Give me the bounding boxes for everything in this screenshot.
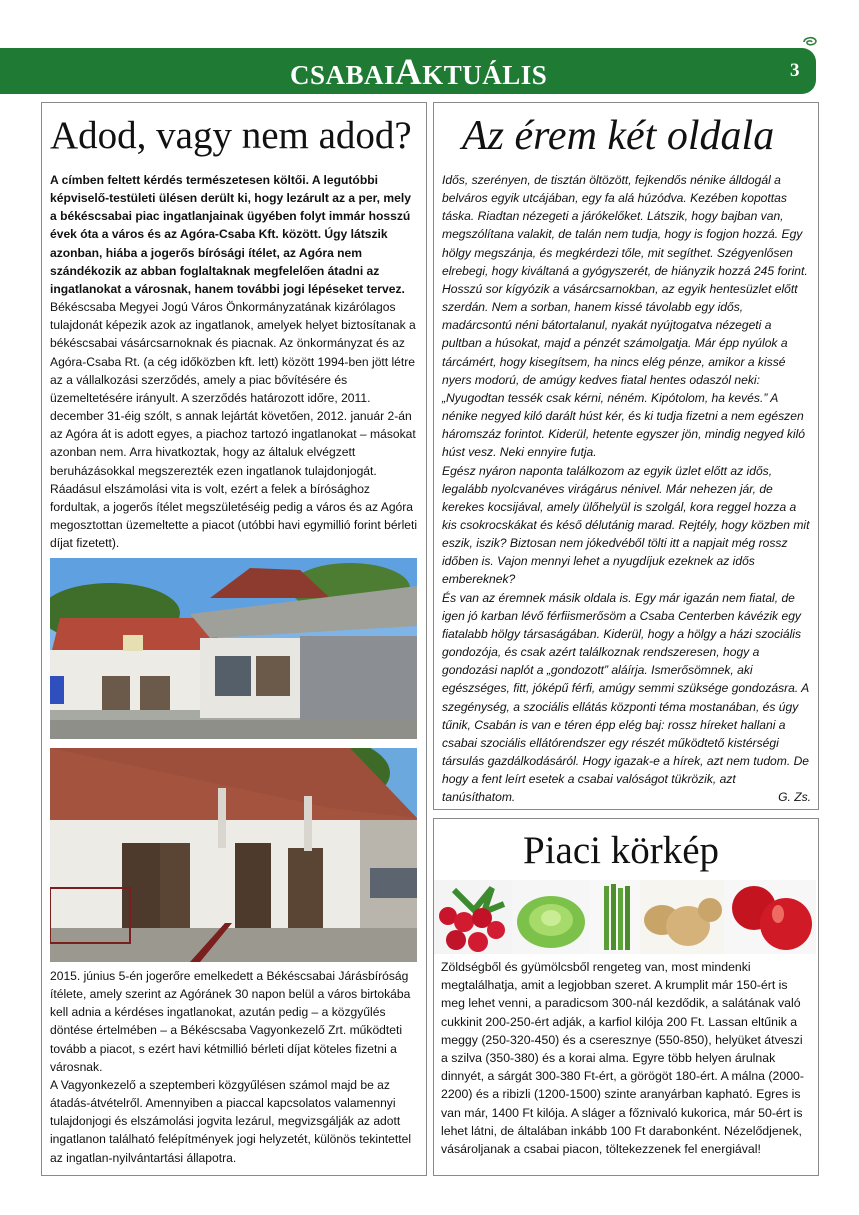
market-box-text bbox=[441, 958, 811, 1158]
right-article-headline: Az érem két oldala bbox=[462, 113, 775, 159]
swirl-ornament-icon bbox=[802, 35, 818, 47]
right-article-closing bbox=[442, 788, 813, 806]
right-article-paragraph: Egész nyáron naponta találkozom az egyik üzlet előtt az idős, legalább nyolcvanéves virágárus nénivel. Már nehezen jár, de kerekes kocsijával, amely ülőhelyül is szolgál, kora reggel hozza a kis csokrocskákat és késő délutánig marad. Rejtély, hogy közben mit eszik, iszik? Biztosan nem jókedvéből tölti itt a napjait még rossz időben is. Vajon mennyi lehet a nyugdíjuk ezeknek az idős embereknek? bbox=[442, 463, 810, 587]
potatoes-image bbox=[640, 880, 724, 954]
market-pavilion-photo bbox=[50, 558, 417, 739]
right-article-paragraph: Idős, szerényen, de tisztán öltözött, fejkendős nénike álldogál a belváros egyik utcájában, egy fa alá húzódva. Kezében kopottas táska. Riadtan nézegeti a járókelőket. Látszik, hogy bajban van, megszólítana valakit, de talán nem tudja, hogy is fogjon hozzá. Egy hölgy megszánja, és megkérdezi tőle, mit segíthet. Szégyenlősen elrebegi, hogy kiváltaná a gyógyszerét, de hiányzik hozzá 245 forint. bbox=[442, 173, 808, 278]
right-article-last-line: tanúsíthatom. bbox=[442, 790, 516, 805]
right-article-paragraph: És van az éremnek másik oldala is. Egy már igazán nem fiatal, de igen jó karban lévő férfiismerősöm a Csaba Centerben kávézik egy fiatalabb hölgy társaságában. Kiderül, hogy a hölgy a házi szociális gondozója, és csak azért találkoznak rendszeresen, hogy a gondozási naplót a „gondozott” aláírja. Ismerősömnek, aki egészséges, fitt, jóképű férfi, amúgy semmi szüksége gondozásra. A szegénység, a szociális ellátás központi téma mostanában, és úgy tűnik, Csabán is van e téren épp elég baj: rossz híreket hallani a csabai szociális ellátórendszer egy részét működtető kistérségi társulás gazdálkodásáról. Hogy igazak-e a hírek, azt nem tudom. De hogy a fent leírt esetek a csabai valóságot tükrözik, azt bbox=[442, 590, 810, 787]
left-article-text-top bbox=[50, 171, 419, 552]
right-article-paragraph: Hosszú sor kígyózik a vásárcsarnokban, az egyik hentesüzlet előtt szerdán. Nem a sorban, hanem kissé távolabb egy idős, madárcsontú néni bátortalanul, nyakát nyújtogatva nézegeti a pultban a húsokat, majd a pénzét számolgatja. Már épp nyúlok a tárcámért, hogy kisegítsem, ha nincs elég pénze, amikor a kissé nyers modorú, de amúgy kedves fiatal hentes odaszól neki: „Nyugodtan tessék csak kérni, néném. Kipótolom, ha kevés.” A nénike negyed kiló darált húst kér, és ki tudja fizetni a nem egészen háromszáz forintot. Kiderül, hetente egyszer jön, mindig negyed kiló húst vesz. Neki ennyire futja. bbox=[442, 281, 806, 460]
storage-buildings-photo bbox=[50, 748, 417, 962]
page-number: 3 bbox=[790, 60, 800, 81]
left-article-paragraph: 2015. június 5-én jogerőre emelkedett a Békéscsabai Járásbíróság ítélete, amely szerint az Agóránek 30 napon belül a város birtokába kell adnia a kérdéses ingatlanokat, azután pedig – a közgyűlés döntése értelmében – a Békéscsaba Vagyonkezelő Zrt. működteti tovább a piacot, s ezért havi kétmillió bérleti díjat köteles fizetni a városnak. bbox=[50, 969, 411, 1074]
right-article-text bbox=[442, 171, 813, 806]
author-signature: G. Zs. bbox=[778, 790, 811, 805]
left-article-paragraph: Békéscsaba Megyei Jogú Város Önkormányzatának kizárólagos tulajdonát képezik azok az ingatlanok, amelyek helyet biztosítanak a békéscsabai vásárcsarnoknak és piacnak. Az önkormányzat és az Agóra-Csaba Rt. (a cég időközben kft. lett) között 1994-ben jött létre az a vállalkozási szerződés, amely a piac bővítésére és üzemeltetésére irányult. A szerződés határozott időre, 2011. december 31-éig szólt, s annak lejártát követően, 2012. január 2-án az Agóra át is adott egyes, a piachoz tartozó ingatlanokat – másokat azonban nem. Arra hivatkoztak, hogy az általuk elvégzett beruházásokkal megszerezték ezen ingatlanok tulajdonjogát. Ráadásul elszámolási vita is volt, ezért a felek a bírósághoz fordultak, a jogerős ítélet megszületéséig pedig a város és az Agóra megosztottan üzemeltette a piacot (utóbbi havi egymillió forint bérleti díjat fizetett). bbox=[50, 300, 418, 551]
lettuce-image bbox=[512, 880, 590, 954]
market-box-headline: Piaci körkép bbox=[523, 829, 720, 872]
radishes-image bbox=[434, 880, 512, 954]
left-article-text-bottom bbox=[50, 967, 419, 1167]
left-article-headline: Adod, vagy nem adod? bbox=[50, 114, 412, 157]
market-box-paragraph: Zöldségből és gyümölcsből rengeteg van, most mindenki megtalálhatja, amit a legjobban szeret. A krumplit már 150-ért is meg lehet venni, a paradicsom 300-nál kezdődik, a salátának való cukkinit 200-250-ért adják, a karfiol kilója 200 Ft. Lassan eltűnik a meggy (250-320-450) és a cseresznye (550-850), helyüket átveszi a szilva (350-380) és a korai alma. Egyre több helyen árulnak dinnyét, a sárgát 300-380 Ft-ért, a görögöt 180-ért. A málna (2000-2200) és a ribizli (1200-1500) szinte aranyárban kapható. Egres is van már, 1400 Ft kilója. A sláger a főznivaló kukorica, már 50-ért is lehet látni, de általában inkább 100 Ft darabonként. Nézelődjenek, vásároljanak a csabai piacon, töltekezzenek fel energiával! bbox=[441, 960, 804, 1157]
asparagus-image bbox=[590, 880, 640, 954]
apples-image bbox=[724, 880, 816, 954]
produce-strip bbox=[434, 880, 816, 954]
publication-title: CSABAIAKTUÁLIS bbox=[290, 52, 548, 93]
left-article-lead: A címben feltett kérdés természetesen költői. A legutóbbi képviselő-testületi ülésen derült ki, hogy lezárult az a per, mely a békéscsabai piac ingatlanjainak ügyében folyt immár hosszú évek óta a város és az Agóra-Csaba Kft. között. Úgy látszik azonban, hiába a jogerős bírósági ítélet, az Agóra nem szándékozik az abban foglaltaknak megfelelően átadni az ingatlanokat a városnak, hanem további jogi lépéseket tervez. bbox=[50, 173, 411, 296]
left-article-paragraph: A Vagyonkezelő a szeptemberi közgyűlésen számol majd be az átadás-átvételről. Amennyiben a piaccal kapcsolatos valamennyi tulajdonjogi és elszámolási jogvita lezárul, megvizsgálják az adott ingatlanon található felépítmények jogi helyzetét, különös tekintettel az ingatlan-nyilvántartási állapotra. bbox=[50, 1077, 412, 1165]
